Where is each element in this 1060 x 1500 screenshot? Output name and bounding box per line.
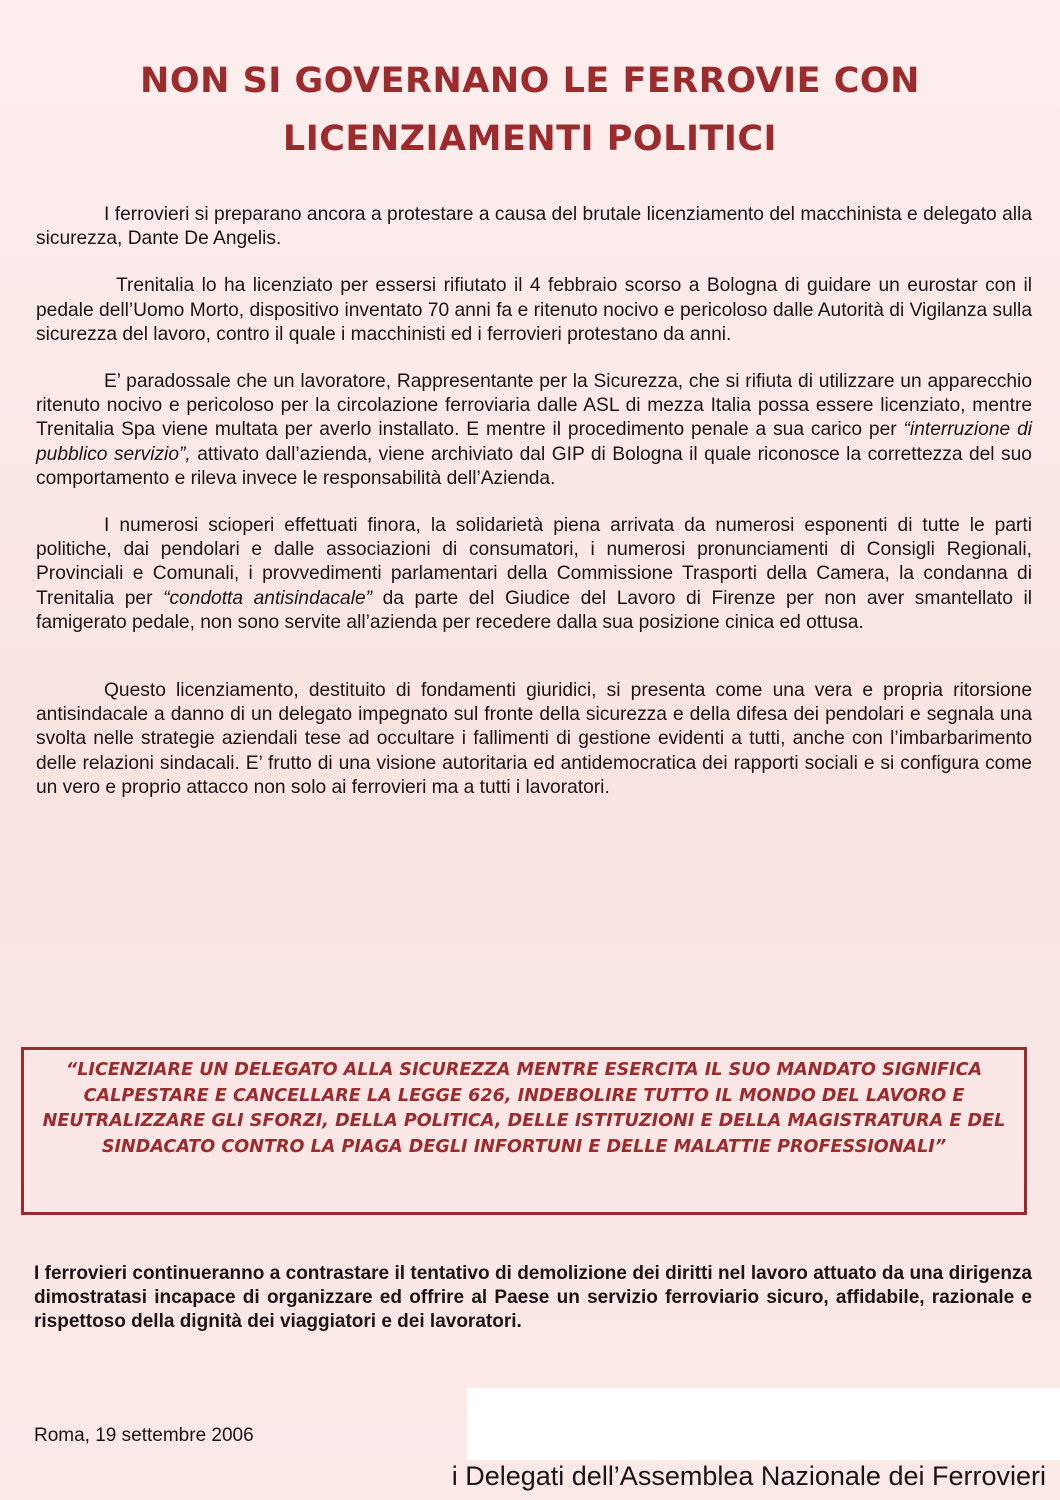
quote-box xyxy=(21,1047,1027,1215)
title-line-1: NON SI GOVERNANO LE FERROVIE CON xyxy=(140,61,920,101)
paragraph-5: Questo licenziamento, destituito di fondamenti giuridici, si presenta come una vera e propria ritorsione antisindacale a danno di un delegato impegnato sul fronte della sicurezza e della difesa dei pendolari e segnala una svolta nelle strategie aziendali tese ad occultare i fallimenti di gestione evidenti a tutti, anche con l’imbarbarimento delle relazioni sindacali. E’ frutto di una visione autoritaria ed antidemocratica dei rapporti sociali e si configura come un vero e proprio attacco non solo ai ferrovieri ma a tutti i lavoratori. xyxy=(36,680,1032,798)
signature: i Delegati dell’Assemblea Nazionale dei Ferrovieri xyxy=(451,1461,1046,1491)
paragraph-4 xyxy=(36,514,1032,635)
paragraph-4-text-b: da parte del Giudice del Lavoro di Firenze per non aver smantellato il famigerato pedale, non sono servite all’azienda per recedere dalla sua posizione cinica ed ottusa. xyxy=(36,587,1032,633)
paragraph-3-text-b: attivato dall’azienda, viene archiviato dal GIP di Bologna il quale riconosce la correttezza del suo comportamento e rileva invece le responsabilità dell’Azienda. xyxy=(36,443,1032,489)
paragraph-4-italic: “condotta antisindacale” xyxy=(163,587,373,609)
paragraph-3-text-a: E’ paradossale che un lavoratore, Rappresentante per la Sicurezza, che si rifiuta di utilizzare un apparecchio ritenuto nocivo e pericoloso per la circolazione ferroviaria dalle ASL di mezza Italia possa essere licenziato, mentre Trenitalia Spa viene multata per averlo installato. E mentre il procedimento penale a sua carico per xyxy=(36,371,1032,441)
paragraph-2: Trenitalia lo ha licenziato per essersi rifiutato il 4 febbraio scorso a Bologna di guidare un eurostar con il pedale dell’Uomo Morto, dispositivo inventato 70 anni fa e ritenuto nocivo e pericoloso dalle Autorità di Vigilanza sulla sicurezza del lavoro, contro il quale i macchinisti ed i ferrovieri protestano da anni. xyxy=(36,275,1032,345)
redaction-area xyxy=(467,1388,1060,1460)
paragraph-3 xyxy=(36,370,1032,491)
closing-statement: I ferrovieri continueranno a contrastare il tentativo di demolizione dei diritti nel lavoro attuato da una dirigenza dimostratasi incapace di organizzare ed offrire al Paese un servizio ferroviario sicuro, affidabile, razionale e rispettoso della dignità dei viaggiatori e dei lavoratori. xyxy=(34,1263,1032,1332)
place-date: Roma, 19 settembre 2006 xyxy=(34,1425,254,1446)
paragraph-4-text-a: I numerosi scioperi effettuati finora, la solidarietà piena arrivata da numerosi esponenti di tutte le parti politiche, dai pendolari e dalle associazioni di consumatori, i numerosi pronunciamenti di Consigli Regionali, Provinciali e Comunali, i provvedimenti parlamentari della Commissione Trasporti della Camera, la condanna di Trenitalia per xyxy=(36,515,1032,609)
body-text xyxy=(36,203,1032,823)
paragraph-1: I ferrovieri si preparano ancora a protestare a causa del brutale licenziamento del macchinista e delegato alla sicurezza, Dante De Angelis. xyxy=(36,204,1032,250)
title-line-2: LICENZIAMENTI POLITICI xyxy=(282,119,778,159)
page-title xyxy=(40,52,1020,168)
paragraph-3-italic: “interruzione di pubblico servizio”, xyxy=(36,419,1032,465)
quote-text: “LICENZIARE UN DELEGATO ALLA SICUREZZA MENTRE ESERCITA IL SUO MANDATO SIGNIFICA CALPESTARE E CANCELLARE LA LEGGE 626, INDEBOLIRE TUTTO IL MONDO DEL LAVORO E NEUTRALIZZARE GLI SFORZI, DELLA POLITICA, DELLE ISTITUZIONI E DELLA MAGISTRATURA E DEL SINDACATO CONTRO LA PIAGA DEGLI INFORTUNI E DELLE MALATTIE PROFESSIONALI” xyxy=(42,1060,1006,1157)
